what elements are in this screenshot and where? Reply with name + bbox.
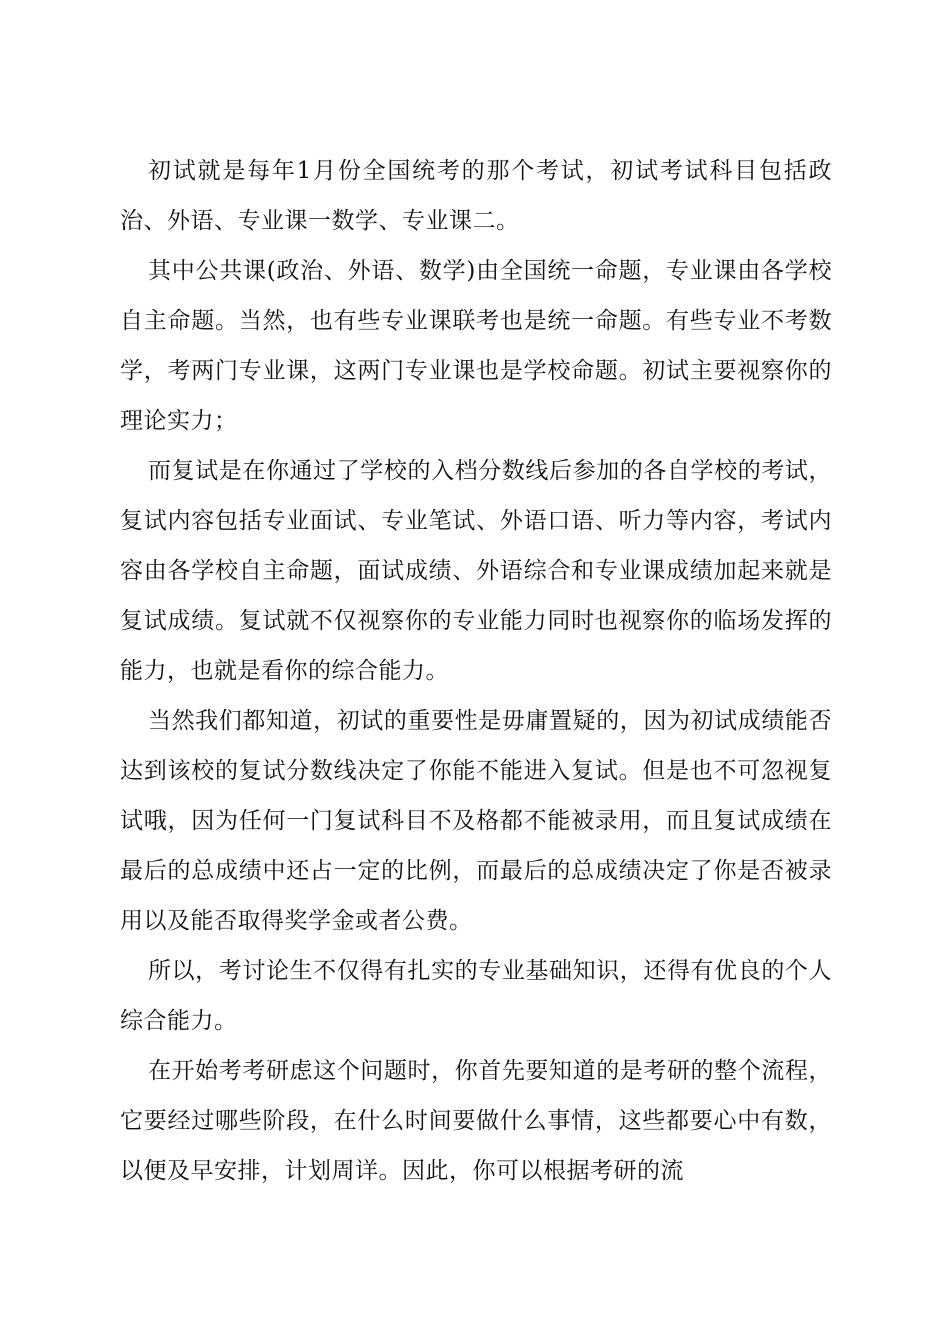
paragraph: 而复试是在你通过了学校的入档分数线后参加的各自学校的考试，复试内容包括专业面试、专业笔试、外语口语、听力等内容，考试内容由各学校自主命题，面试成绩、外语综合和专业课成绩加起来就是复试成绩。复试就不仅视察你的专业能力同时也视察你的临场发挥的能力，也就是看你的综合能力。: [120, 458, 832, 684]
paragraph: 初试就是每年1月份全国统考的那个考试，初试考试科目包括政治、外语、专业课一数学、专业课二。: [120, 158, 832, 234]
paragraph: 所以，考讨论生不仅得有扎实的专业基础知识，还得有优良的个人综合能力。: [120, 958, 832, 1034]
paragraph: 在开始考考研虑这个问题时，你首先要知道的是考研的整个流程，它要经过哪些阶段，在什么时间要做什么事情，这些都要心中有数，以便及早安排，计划周详。因此，你可以根据考研的流: [120, 1058, 832, 1184]
document-body: [120, 146, 832, 1196]
paragraph: 当然我们都知道，初试的重要性是毋庸置疑的，因为初试成绩能否达到该校的复试分数线决定了你能不能进入复试。但是也不可忽视复试哦，因为任何一门复试科目不及格都不能被录用，而且复试成绩在最后的总成绩中还占一定的比例，而最后的总成绩决定了你是否被录用以及能否取得奖学金或者公费。: [120, 708, 832, 934]
paragraph: 其中公共课(政治、外语、数学)由全国统一命题，专业课由各学校自主命题。当然，也有些专业课联考也是统一命题。有些专业不考数学，考两门专业课，这两门专业课也是学校命题。初试主要视察你的理论实力；: [120, 258, 832, 434]
